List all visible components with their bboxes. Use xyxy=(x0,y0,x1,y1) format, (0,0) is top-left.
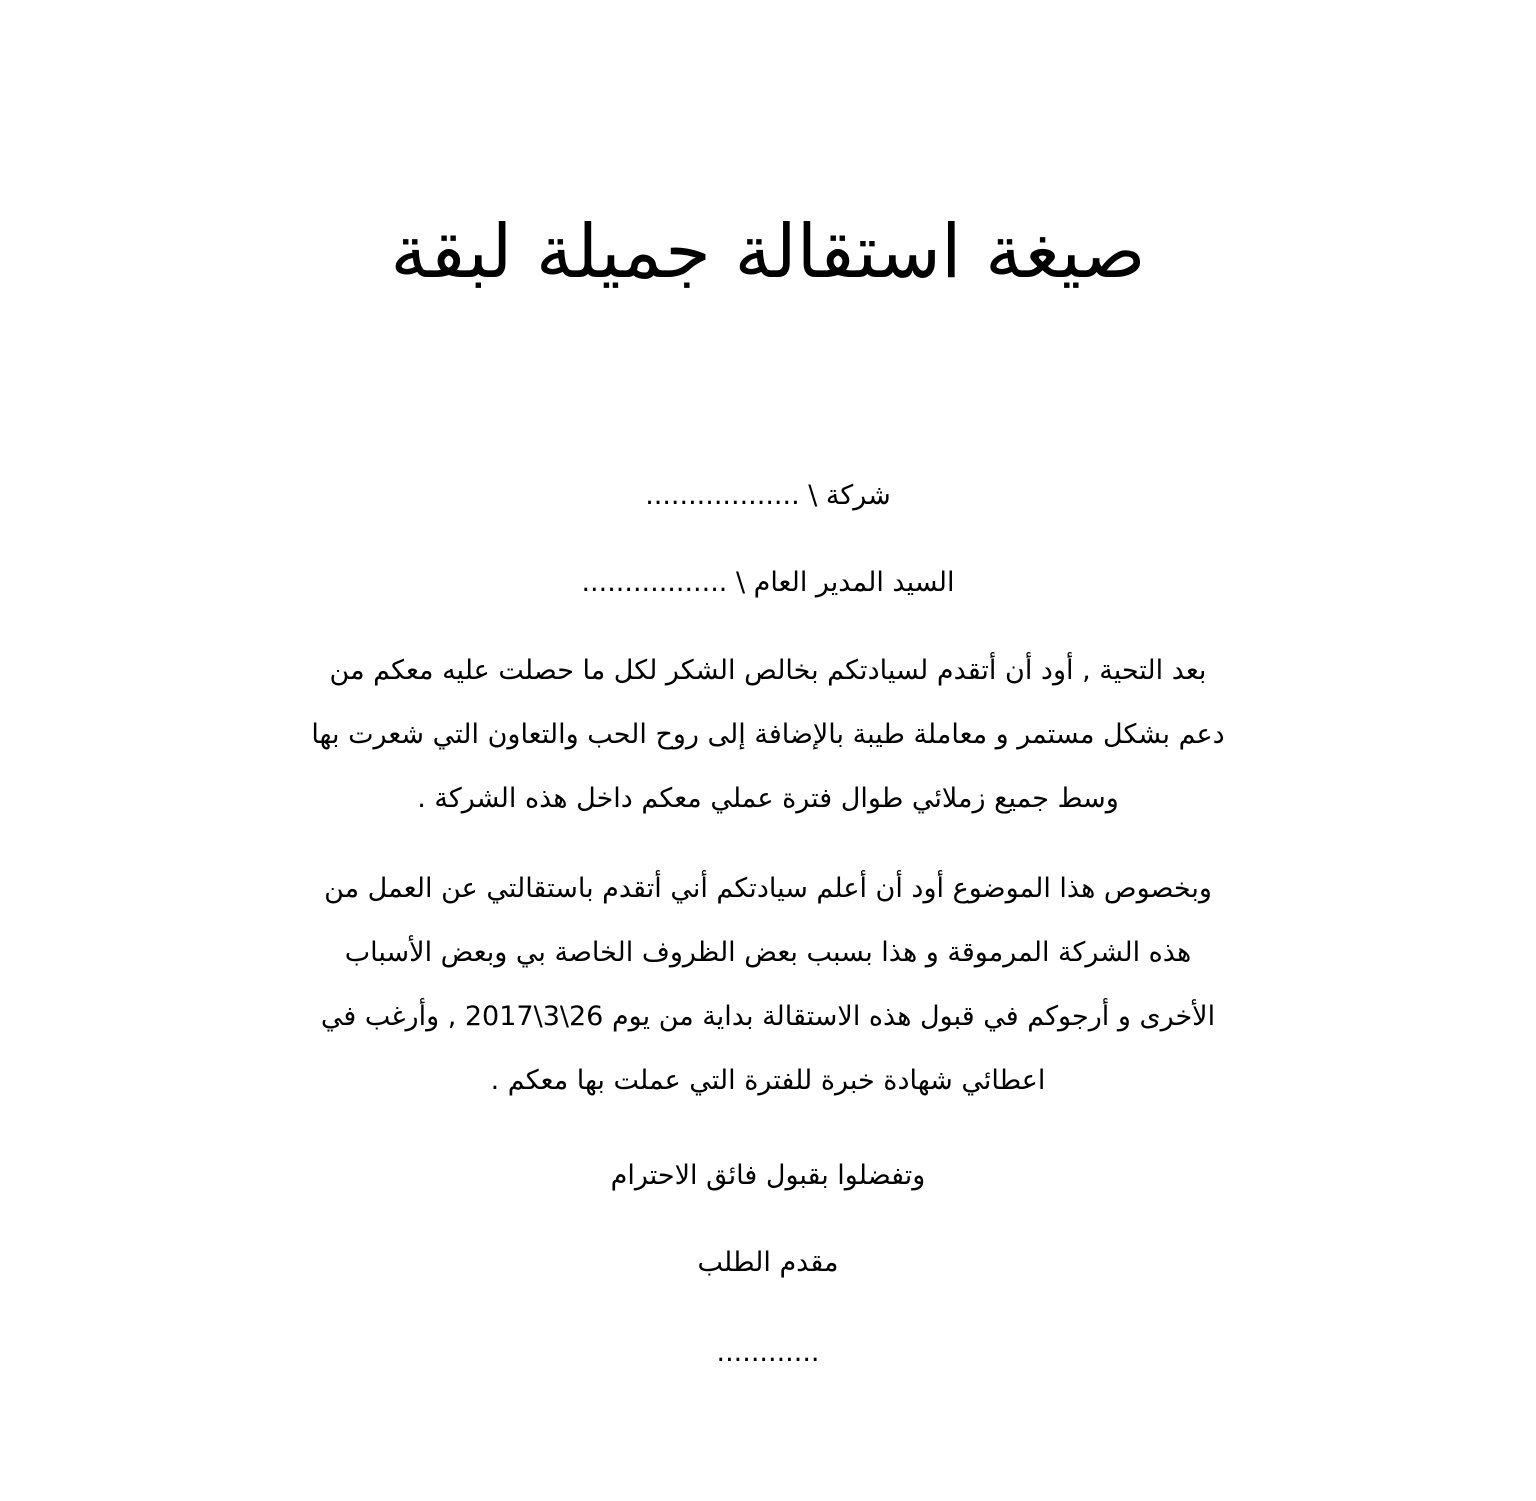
closing-line: وتفضلوا بقبول فائق الاحترام xyxy=(610,1160,926,1191)
page-title: صيغة استقالة جميلة لبقة xyxy=(390,209,1146,295)
paragraph-line: بعد التحية , أود أن أتقدم لسيادتكم بخالص الشكر لكل ما حصلت عليه معكم من xyxy=(329,655,1207,686)
paragraph-line: الأخرى و أرجوكم في قبول هذه الاستقالة بداية من يوم 26\3\2017 , وأرغب في xyxy=(320,1001,1216,1032)
paragraph-line: اعطائي شهادة خبرة للفترة التي عملت بها معكم . xyxy=(490,1065,1046,1096)
signature-placeholder: ............ xyxy=(716,1337,820,1368)
signer-label: مقدم الطلب xyxy=(697,1247,839,1278)
recipient-line: السيد المدير العام \ ................. xyxy=(581,567,955,598)
paragraph-line: وسط جميع زملائي طوال فترة عملي معكم داخل هذه الشركة . xyxy=(417,783,1119,814)
company-line: شركة \ .................. xyxy=(645,480,891,511)
paragraph-line: هذه الشركة المرموقة و هذا بسبب بعض الظروف الخاصة بي وبعض الأسباب xyxy=(344,937,1192,968)
paragraph-resignation xyxy=(218,857,1318,1113)
paragraph-thanks xyxy=(218,639,1318,831)
paragraph-line: وبخصوص هذا الموضوع أود أن أعلم سيادتكم أني أتقدم باستقالتي عن العمل من xyxy=(324,873,1212,904)
paragraph-line: دعم بشكل مستمر و معاملة طيبة بالإضافة إلى روح الحب والتعاون التي شعرت بها xyxy=(311,719,1225,750)
